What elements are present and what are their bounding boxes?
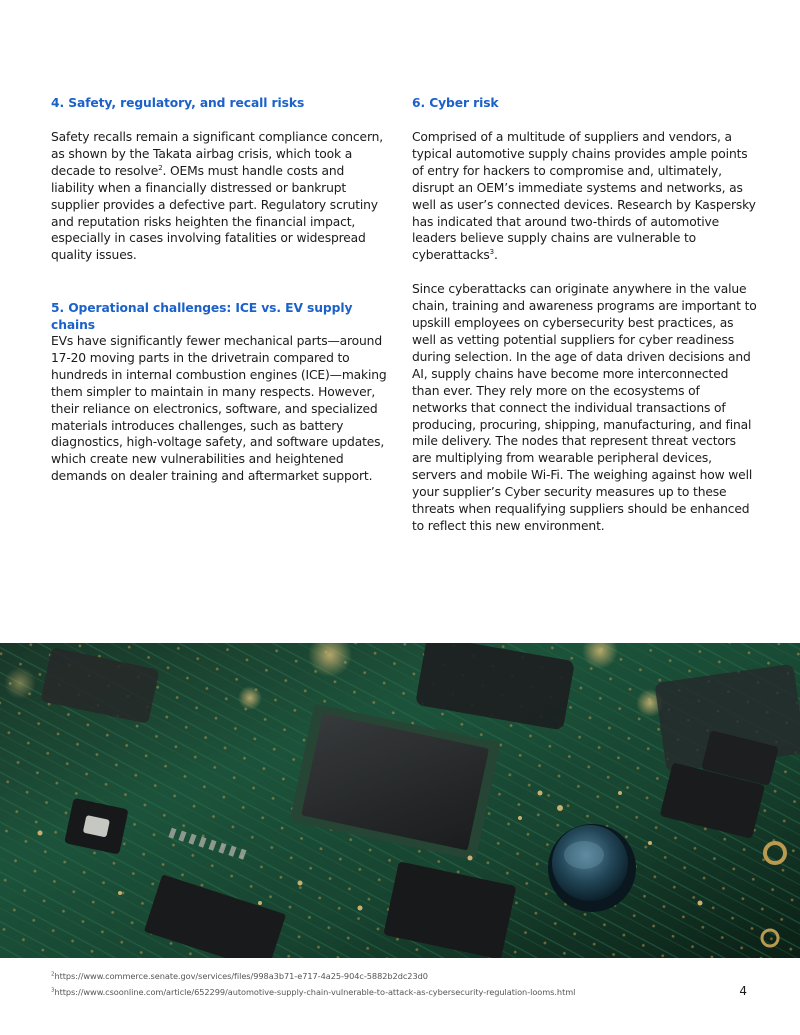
footnote-ref-2: 2: [158, 163, 163, 172]
right-column: [412, 95, 757, 535]
left-column: [51, 95, 391, 484]
section-6-heading: 6. Cyber risk: [412, 96, 499, 110]
section-6-para-2: Since cyberattacks can originate anywhere in the value chain, training and awareness programs are important to upskill employees on cybersecurity best practices, as well as vetting potential suppliers for cyber readiness during selection. In the age of data driven decisions and AI, supply chains have become more interconnected than ever. They rely more on the ecosystems of networks that connect the individual transactions of producing, procuring, shipping, manufacturing, and final mile delivery. The nodes that represent threat vectors are multiplying from wearable peripheral devices, servers and mobile Wi-Fi. The weighing against how well your supplier’s Cyber security measures up to these threats when requalifying suppliers should be enhanced to reflect this new environment.: [412, 282, 757, 533]
footnote-3: [51, 984, 711, 1000]
page-number: 4: [739, 984, 747, 998]
section-4-heading: 4. Safety, regulatory, and recall risks: [51, 96, 305, 110]
section-6-para-1-text-a: Comprised of a multitude of suppliers and vendors, a typical automotive supply chains provides ample points of entry for hackers to compromise and, ultimately, disrupt an OEM’s immediate systems and networks, as well as user’s connected devices. Research by Kaspersky has indicated that around two-thirds of automotive leaders believe supply chains are vulnerable to cyberattacks: [412, 130, 756, 263]
footnote-2: [51, 968, 711, 984]
section-6-para-1: [412, 129, 757, 264]
section-6-para-1-text-b: .: [493, 248, 498, 263]
circuit-board-photo: [0, 643, 800, 958]
footnotes: [51, 968, 711, 1000]
section-4-body-text-b: . OEMs must handle costs and liability when a financially distressed or bankrupt supplier provides a defective part. Regulatory scrutiny and reputation risks heighten the financial impact, especially in cases involving fatalities or widespread quality issues.: [51, 163, 378, 263]
footnote-ref-3: 3: [489, 248, 494, 257]
section-5-heading: 5. Operational challenges: ICE vs. EV supply chains: [51, 301, 353, 332]
section-4-body-text-a: Safety recalls remain a significant compliance concern, as shown by the Takata airbag crisis, which took a decade to resolve: [51, 130, 384, 178]
footnote-3-number: 3: [51, 987, 55, 994]
footnote-2-link[interactable]: https://www.commerce.senate.gov/services/files/998a3b71-e717-4a25-904c-5882b2dc23d0: [54, 971, 428, 981]
circuit-board-illustration: [0, 643, 800, 958]
section-4-body: [51, 129, 391, 264]
section-5-body: EVs have significantly fewer mechanical parts—around 17-20 moving parts in the drivetrain compared to hundreds in internal combustion engines (ICE)—making them simpler to maintain in many respects. However, their reliance on electronics, software, and specialized materials introduces challenges, such as battery diagnostics, high-voltage safety, and software updates, which create new vulnerabilities and heightened demands on dealer training and aftermarket support.: [51, 334, 387, 484]
footnote-3-link[interactable]: https://www.csoonline.com/article/652299/automotive-supply-chain-vulnerable-to-attack-as-cybersecurity-regulation-looms.html: [54, 987, 576, 997]
footnote-2-number: 2: [51, 971, 55, 978]
